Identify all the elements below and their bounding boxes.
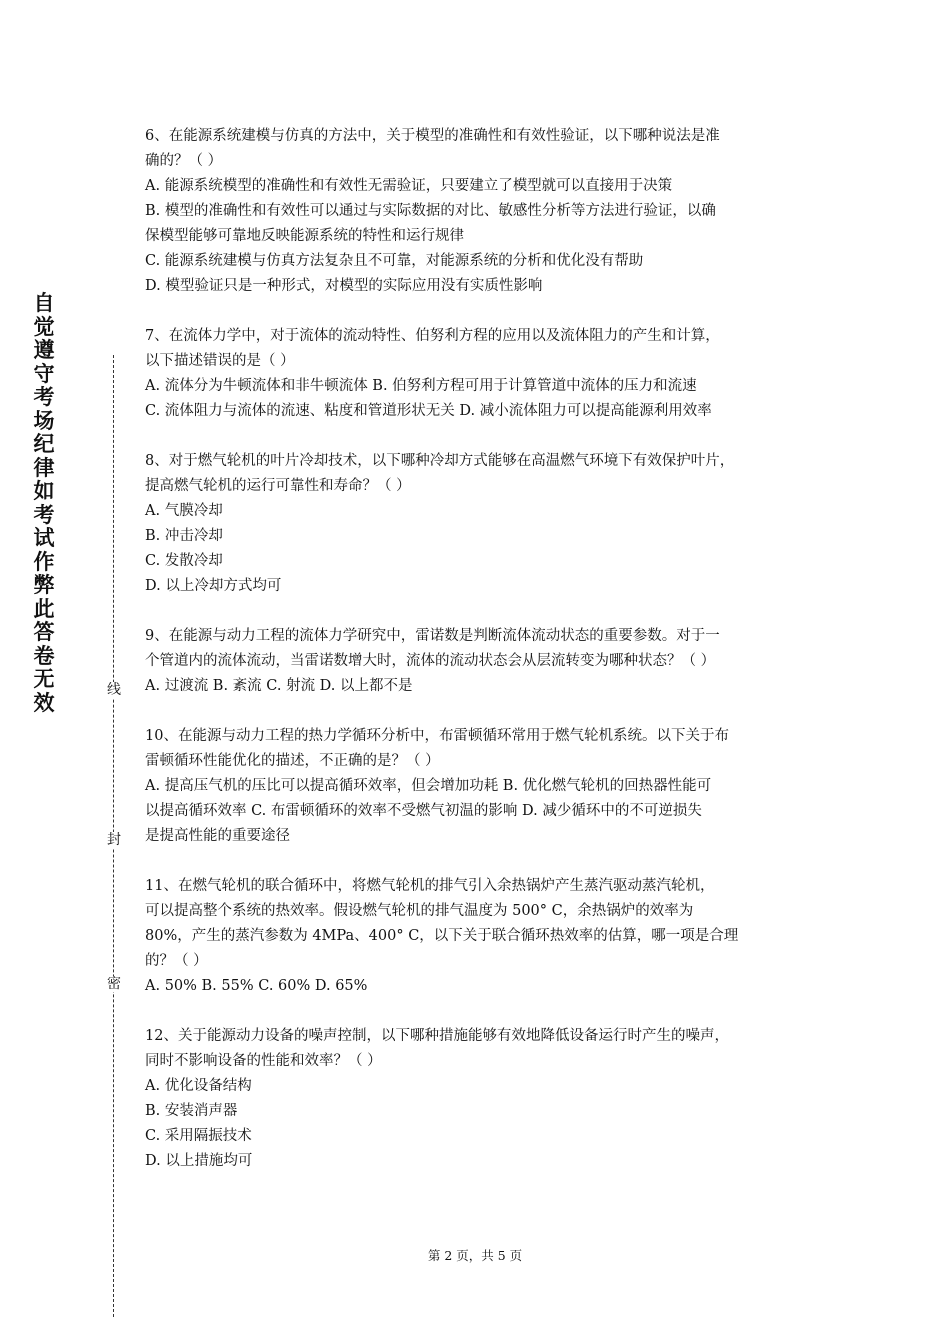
cut-label-secret: 密 [107,976,121,992]
question-stem: 9、在能源与动力工程的流体力学研究中，雷诺数是判断流体流动状态的重要参数。对于一 [145,628,720,644]
answer-option: A. 提高压气机的压比可以提高循环效率，但会增加功耗 B. 优化燃气轮机的回热器性能可 [145,778,712,794]
question-stem: 提高燃气轮机的运行可靠性和寿命？（ ） [145,478,411,494]
cut-label-line: 线 [107,682,121,698]
answer-option: C. 发散冷却 [145,553,223,569]
answer-option: A. 过渡流 B. 紊流 C. 射流 D. 以上都不是 [145,678,413,694]
question-stem: 10、在能源与动力工程的热力学循环分析中，布雷顿循环常用于燃气轮机系统。以下关于布 [145,728,729,744]
question-stem: 的？（ ） [145,953,208,969]
page-number: 第 2 页，共 5 页 [427,1248,523,1263]
question-stem: 12、关于能源动力设备的噪声控制，以下哪种措施能够有效地降低设备运行时产生的噪声， [145,1028,729,1044]
question-stem: 80%，产生的蒸汽参数为 4MPa、400° C，以下关于联合循环热效率的估算，哪一项是合理 [145,928,739,944]
question-block [145,724,825,849]
question-list [145,124,825,1199]
exam-discipline-warning: 自觉遵守考场纪律如考试作弊此答卷无效 [33,291,55,715]
answer-option: A. 优化设备结构 [145,1078,252,1094]
question-stem: 8、对于燃气轮机的叶片冷却技术，以下哪种冷却方式能够在高温燃气环境下有效保护叶片， [145,453,735,469]
answer-option: C. 流体阻力与流体的流速、粘度和管道形状无关 D. 减小流体阻力可以提高能源利用效率 [145,403,712,419]
question-block [145,624,825,699]
question-stem: 可以提高整个系统的热效率。假设燃气轮机的排气温度为 500° C，余热锅炉的效率为 [145,903,694,919]
question-stem: 以下描述错误的是（ ） [145,353,295,369]
question-stem: 确的？（ ） [145,153,223,169]
question-block [145,874,825,999]
question-block [145,124,825,299]
question-block [145,1024,825,1174]
question-stem: 11、在燃气轮机的联合循环中，将燃气轮机的排气引入余热锅炉产生蒸汽驱动蒸汽轮机， [145,878,715,894]
answer-option: 以提高循环效率 C. 布雷顿循环的效率不受燃气初温的影响 D. 减少循环中的不可逆损失 [145,803,702,819]
answer-option: D. 以上冷却方式均可 [145,578,282,594]
answer-option: A. 能源系统模型的准确性和有效性无需验证，只要建立了模型就可以直接用于决策 [145,178,673,194]
question-stem: 7、在流体力学中，对于流体的流动特性、伯努利方程的应用以及流体阻力的产生和计算， [145,328,720,344]
answer-option: D. 以上措施均可 [145,1153,253,1169]
answer-option: B. 模型的准确性和有效性可以通过与实际数据的对比、敏感性分析等方法进行验证，以确 [145,203,716,219]
answer-option: B. 安装消声器 [145,1103,238,1119]
answer-option: A. 50% B. 55% C. 60% D. 65% [145,978,368,994]
answer-option: A. 气膜冷却 [145,503,223,519]
question-block [145,324,825,424]
answer-option: A. 流体分为牛顿流体和非牛顿流体 B. 伯努利方程可用于计算管道中流体的压力和流速 [145,378,697,394]
answer-option: D. 模型验证只是一种形式，对模型的实际应用没有实质性影响 [145,278,543,294]
question-stem: 6、在能源系统建模与仿真的方法中，关于模型的准确性和有效性验证，以下哪种说法是准 [145,128,720,144]
answer-option: 保模型能够可靠地反映能源系统的特性和运行规律 [145,228,464,244]
question-stem: 雷顿循环性能优化的描述，不正确的是？（ ） [145,753,440,769]
question-block [145,449,825,599]
answer-option: 是提高性能的重要途径 [145,828,290,844]
question-stem: 同时不影响设备的性能和效率？（ ） [145,1053,382,1069]
answer-option: C. 采用隔振技术 [145,1128,252,1144]
answer-option: C. 能源系统建模与仿真方法复杂且不可靠，对能源系统的分析和优化没有帮助 [145,253,644,269]
cut-label-seal: 封 [107,832,121,848]
answer-option: B. 冲击冷却 [145,528,223,544]
question-stem: 个管道内的流体流动，当雷诺数增大时，流体的流动状态会从层流转变为哪种状态？（ ） [145,653,716,669]
